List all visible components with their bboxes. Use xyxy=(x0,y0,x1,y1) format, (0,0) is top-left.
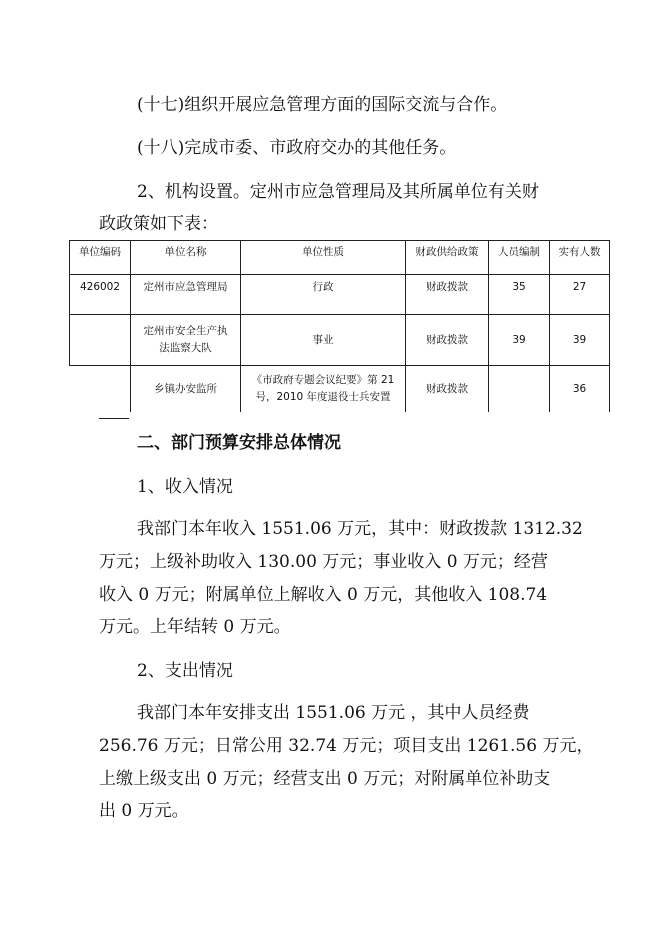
cell-code xyxy=(70,315,131,366)
expense-line-4: 出 0 万元。 xyxy=(99,801,189,821)
expense-title: 2、支出情况 xyxy=(137,661,233,681)
header-actual-staff: 实有人数 xyxy=(550,241,610,275)
income-line-2: 万元；上级补助收入 130.00 万元；事业收入 0 万元；经营 xyxy=(99,552,548,572)
section-title: 二、部门预算安排总体情况 xyxy=(137,433,341,453)
income-title: 1、收入情况 xyxy=(137,477,233,497)
cell-name: 乡镇办安监所 xyxy=(131,366,241,413)
income-line-1: 我部门本年收入 1551.06 万元，其中：财政拨款 1312.32 xyxy=(137,519,583,539)
table-cut-line xyxy=(99,418,129,419)
cell-name xyxy=(131,275,241,315)
cell-nature-line2: 号，2010 年度退役士兵安置 xyxy=(255,391,391,403)
cell-name-text: 定州市应急管理局 xyxy=(143,281,228,293)
paragraph-org-setup: 2、机构设置。定州市应急管理局及其所属单位有关财 xyxy=(137,182,539,202)
cell-actual: 36 xyxy=(550,366,610,413)
table-header-row xyxy=(70,241,610,275)
cell-name-line1: 定州市安全生产执 xyxy=(143,325,228,337)
cell-code: 426002 xyxy=(70,275,131,315)
paragraph-item-17: (十七)组织开展应急管理方面的国际交流与合作。 xyxy=(137,95,508,115)
cell-policy: 财政拨款 xyxy=(406,315,489,366)
income-line-3: 收入 0 万元；附属单位上解收入 0 万元，其他收入 108.74 xyxy=(99,585,548,605)
cell-nature: 事业 xyxy=(241,315,406,366)
table-row xyxy=(70,366,610,413)
org-table xyxy=(69,240,610,412)
table-row xyxy=(70,275,610,315)
header-unit-code: 单位编码 xyxy=(70,241,131,275)
cell-policy: 财政拨款 xyxy=(406,275,489,315)
income-line-4: 万元。上年结转 0 万元。 xyxy=(99,617,291,637)
cell-actual: 27 xyxy=(550,275,610,315)
cell-staff xyxy=(489,366,550,413)
cell-nature-line1: 《市政府专题会议纪要》第 21 xyxy=(251,374,395,386)
cell-name-line2: 法监察大队 xyxy=(159,342,212,354)
cell-name xyxy=(131,315,241,366)
table-row xyxy=(70,315,610,366)
header-fiscal-policy: 财政供给政策 xyxy=(406,241,489,275)
cell-actual: 39 xyxy=(550,315,610,366)
expense-line-1: 我部门本年安排支出 1551.06 万元 ，其中人员经费 xyxy=(137,703,530,723)
header-unit-nature: 单位性质 xyxy=(241,241,406,275)
header-unit-name: 单位名称 xyxy=(131,241,241,275)
cell-staff: 35 xyxy=(489,275,550,315)
expense-line-3: 上缴上级支出 0 万元；经营支出 0 万元；对附属单位补助支 xyxy=(99,769,551,789)
paragraph-item-18: (十八)完成市委、市政府交办的其他任务。 xyxy=(137,138,457,158)
paragraph-org-setup-cont: 政政策如下表： xyxy=(99,214,218,234)
cell-code xyxy=(70,366,131,413)
cell-staff: 39 xyxy=(489,315,550,366)
cell-nature xyxy=(241,366,406,413)
cell-policy: 财政拨款 xyxy=(406,366,489,413)
header-staff-quota: 人员编制 xyxy=(489,241,550,275)
cell-nature: 行政 xyxy=(241,275,406,315)
expense-line-2: 256.76 万元；日常公用 32.74 万元；项目支出 1261.56 万元， xyxy=(99,736,594,756)
